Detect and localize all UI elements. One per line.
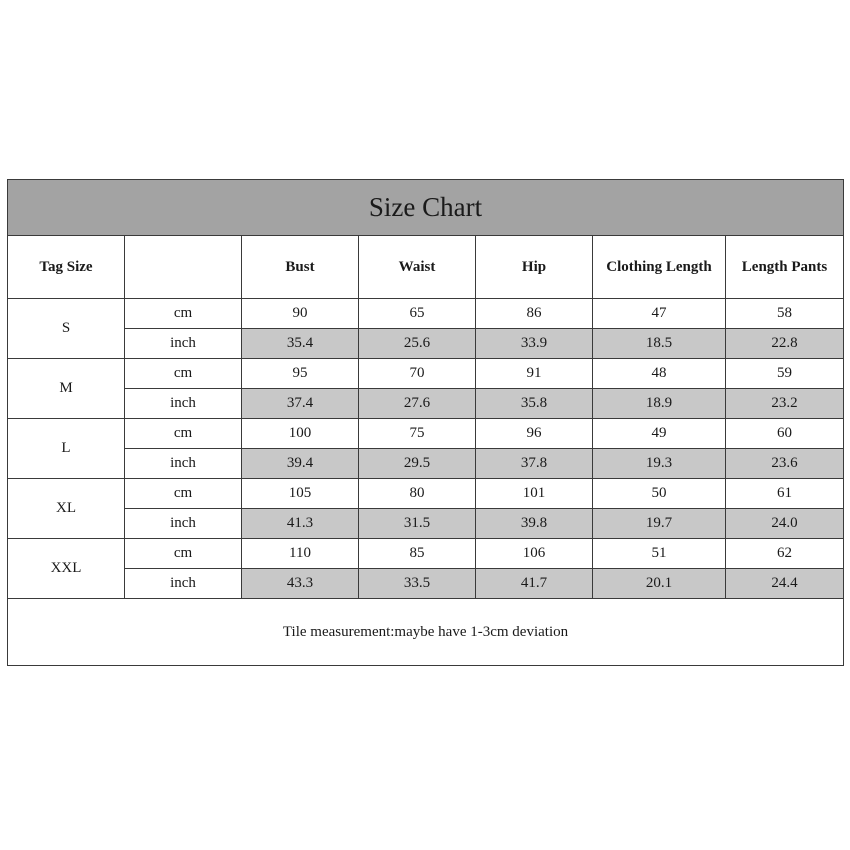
header-length-pants: Length Pants	[726, 236, 844, 299]
waist-inch-cell: 29.5	[359, 449, 476, 479]
header-row	[8, 236, 844, 299]
hip-inch-cell: 37.8	[476, 449, 593, 479]
waist-cm-cell: 70	[359, 359, 476, 389]
table-row	[8, 419, 844, 449]
bust-cm-cell: 100	[242, 419, 359, 449]
unit-cell: inch	[125, 449, 242, 479]
hip-inch-cell: 33.9	[476, 329, 593, 359]
clothing-length-cm-cell: 50	[593, 479, 726, 509]
waist-inch-cell: 27.6	[359, 389, 476, 419]
bust-inch-cell: 37.4	[242, 389, 359, 419]
clothing-length-inch-cell: 18.5	[593, 329, 726, 359]
hip-cm-cell: 101	[476, 479, 593, 509]
clothing-length-cm-cell: 49	[593, 419, 726, 449]
header-hip: Hip	[476, 236, 593, 299]
hip-inch-cell: 39.8	[476, 509, 593, 539]
header-clothing-length: Clothing Length	[593, 236, 726, 299]
hip-cm-cell: 106	[476, 539, 593, 569]
length-pants-cm-cell: 58	[726, 299, 844, 329]
waist-cm-cell: 80	[359, 479, 476, 509]
table-row	[8, 479, 844, 509]
clothing-length-inch-cell: 19.3	[593, 449, 726, 479]
header-bust: Bust	[242, 236, 359, 299]
length-pants-cm-cell: 61	[726, 479, 844, 509]
unit-cell: inch	[125, 329, 242, 359]
tag-size-cell: XXL	[8, 539, 125, 599]
clothing-length-cm-cell: 51	[593, 539, 726, 569]
unit-cell: cm	[125, 539, 242, 569]
table-row	[8, 359, 844, 389]
bust-inch-cell: 39.4	[242, 449, 359, 479]
unit-cell: inch	[125, 389, 242, 419]
bust-cm-cell: 90	[242, 299, 359, 329]
unit-cell: cm	[125, 479, 242, 509]
waist-inch-cell: 33.5	[359, 569, 476, 599]
hip-inch-cell: 41.7	[476, 569, 593, 599]
hip-cm-cell: 96	[476, 419, 593, 449]
table-row	[8, 299, 844, 329]
length-pants-inch-cell: 23.6	[726, 449, 844, 479]
waist-inch-cell: 25.6	[359, 329, 476, 359]
waist-cm-cell: 65	[359, 299, 476, 329]
length-pants-inch-cell: 22.8	[726, 329, 844, 359]
hip-cm-cell: 86	[476, 299, 593, 329]
unit-cell: cm	[125, 419, 242, 449]
table-row	[8, 539, 844, 569]
header-unit	[125, 236, 242, 299]
tag-size-cell: L	[8, 419, 125, 479]
tag-size-cell: XL	[8, 479, 125, 539]
length-pants-cm-cell: 60	[726, 419, 844, 449]
clothing-length-inch-cell: 20.1	[593, 569, 726, 599]
hip-cm-cell: 91	[476, 359, 593, 389]
size-chart-table	[7, 179, 844, 666]
clothing-length-cm-cell: 47	[593, 299, 726, 329]
bust-cm-cell: 105	[242, 479, 359, 509]
chart-title: Size Chart	[8, 180, 844, 236]
table-row	[8, 329, 844, 359]
unit-cell: cm	[125, 299, 242, 329]
table-row	[8, 389, 844, 419]
table-row	[8, 449, 844, 479]
table-row	[8, 569, 844, 599]
clothing-length-cm-cell: 48	[593, 359, 726, 389]
bust-inch-cell: 35.4	[242, 329, 359, 359]
length-pants-inch-cell: 23.2	[726, 389, 844, 419]
clothing-length-inch-cell: 18.9	[593, 389, 726, 419]
waist-cm-cell: 85	[359, 539, 476, 569]
tag-size-cell: S	[8, 299, 125, 359]
length-pants-cm-cell: 62	[726, 539, 844, 569]
table-row	[8, 509, 844, 539]
tag-size-cell: M	[8, 359, 125, 419]
unit-cell: inch	[125, 509, 242, 539]
unit-cell: cm	[125, 359, 242, 389]
note-row	[8, 599, 844, 666]
length-pants-inch-cell: 24.4	[726, 569, 844, 599]
hip-inch-cell: 35.8	[476, 389, 593, 419]
header-waist: Waist	[359, 236, 476, 299]
title-row	[8, 180, 844, 236]
length-pants-inch-cell: 24.0	[726, 509, 844, 539]
clothing-length-inch-cell: 19.7	[593, 509, 726, 539]
unit-cell: inch	[125, 569, 242, 599]
bust-cm-cell: 110	[242, 539, 359, 569]
header-tag-size: Tag Size	[8, 236, 125, 299]
bust-inch-cell: 43.3	[242, 569, 359, 599]
measurement-note: Tile measurement:maybe have 1-3cm deviation	[8, 599, 844, 666]
bust-cm-cell: 95	[242, 359, 359, 389]
waist-inch-cell: 31.5	[359, 509, 476, 539]
waist-cm-cell: 75	[359, 419, 476, 449]
bust-inch-cell: 41.3	[242, 509, 359, 539]
length-pants-cm-cell: 59	[726, 359, 844, 389]
